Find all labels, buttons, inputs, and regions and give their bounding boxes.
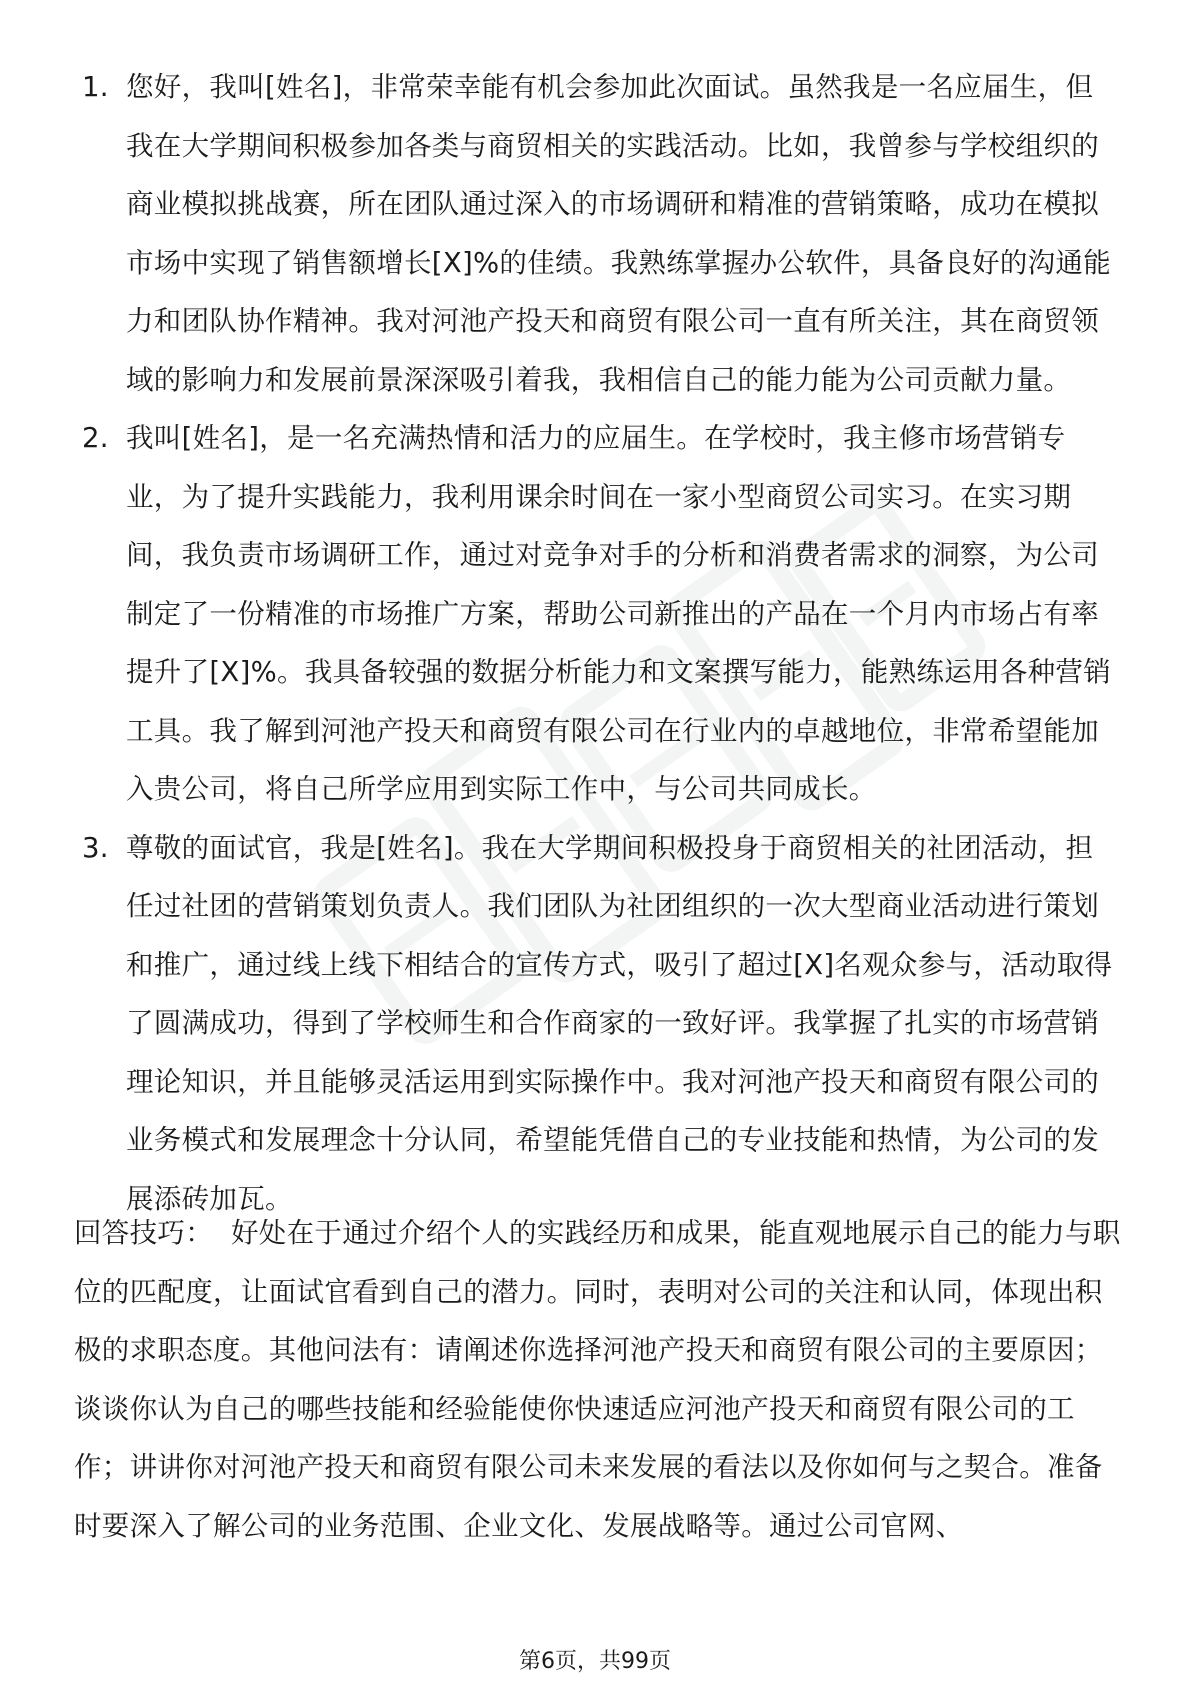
answer-text: 您好，我叫[姓名]，非常荣幸能有机会参加此次面试。虽然我是一名应届生，但我在大学期间积极参加各类与商贸相关的实践活动。比如，我曾参与学校组织的商业模拟挑战赛，所在团队通过深入的市场调研和精准的营销策略，成功在模拟市场中实现了销售额增长[X]%的佳绩。我熟练掌握办公软件，具备良好的沟通能力和团队协作精神。我对河池产投天和商贸有限公司一直有所关注，其在商贸领域的影响力和发展前景深深吸引着我，我相信自己的能力能为公司贡献力量。 bbox=[126, 71, 1112, 396]
page-number-footer: 第6页，共99页 bbox=[519, 1649, 671, 1674]
answer-item-1 bbox=[74, 58, 1124, 409]
answer-item-2 bbox=[74, 409, 1124, 819]
answer-number: 3. bbox=[82, 831, 109, 864]
answer-item-3 bbox=[74, 819, 1124, 1229]
tips-label: 回答技巧： bbox=[74, 1217, 213, 1249]
sample-answers-list bbox=[74, 58, 1124, 1228]
answer-number: 1. bbox=[82, 71, 109, 103]
answer-tips-paragraph bbox=[74, 1204, 1124, 1555]
answer-text: 尊敬的面试官，我是[姓名]。我在大学期间积极投身于商贸相关的社团活动，担任过社团的营销策划负责人。我们团队为社团组织的一次大型商业活动进行策划和推广，通过线上线下相结合的宣传方式，吸引了超过[X]名观众参与，活动取得了圆满成功，得到了学校师生和合作商家的一致好评。我掌握了扎实的市场营销理论知识，并且能够灵活运用到实际操作中。我对河池产投天和商贸有限公司的业务模式和发展理念十分认同，希望能凭借自己的专业技能和热情，为公司的发展添砖加瓦。 bbox=[126, 831, 1113, 1215]
answer-number: 2. bbox=[82, 422, 109, 454]
tips-text: 好处在于通过介绍个人的实践经历和成果，能直观地展示自己的能力与职位的匹配度，让面试官看到自己的潜力。同时，表明对公司的关注和认同，体现出积极的求职态度。其他问法有：请阐述你选择河池产投天和商贸有限公司的主要原因；谈谈你认为自己的哪些技能和经验能使你快速适应河池产投天和商贸有限公司的工作；讲讲你对河池产投天和商贸有限公司未来发展的看法以及你如何与之契合。准备时要深入了解公司的业务范围、企业文化、发展战略等。通过公司官网、 bbox=[74, 1217, 1121, 1542]
answer-text: 我叫[姓名]，是一名充满热情和活力的应届生。在学校时，我主修市场营销专业，为了提升实践能力，我利用课余时间在一家小型商贸公司实习。在实习期间，我负责市场调研工作，通过对竞争对手的分析和消费者需求的洞察，为公司制定了一份精准的市场推广方案，帮助公司新推出的产品在一个月内市场占有率提升了[X]%。我具备较强的数据分析能力和文案撰写能力，能熟练运用各种营销工具。我了解到河池产投天和商贸有限公司在行业内的卓越地位，非常希望能加入贵公司，将自己所学应用到实际工作中，与公司共同成长。 bbox=[126, 422, 1112, 805]
